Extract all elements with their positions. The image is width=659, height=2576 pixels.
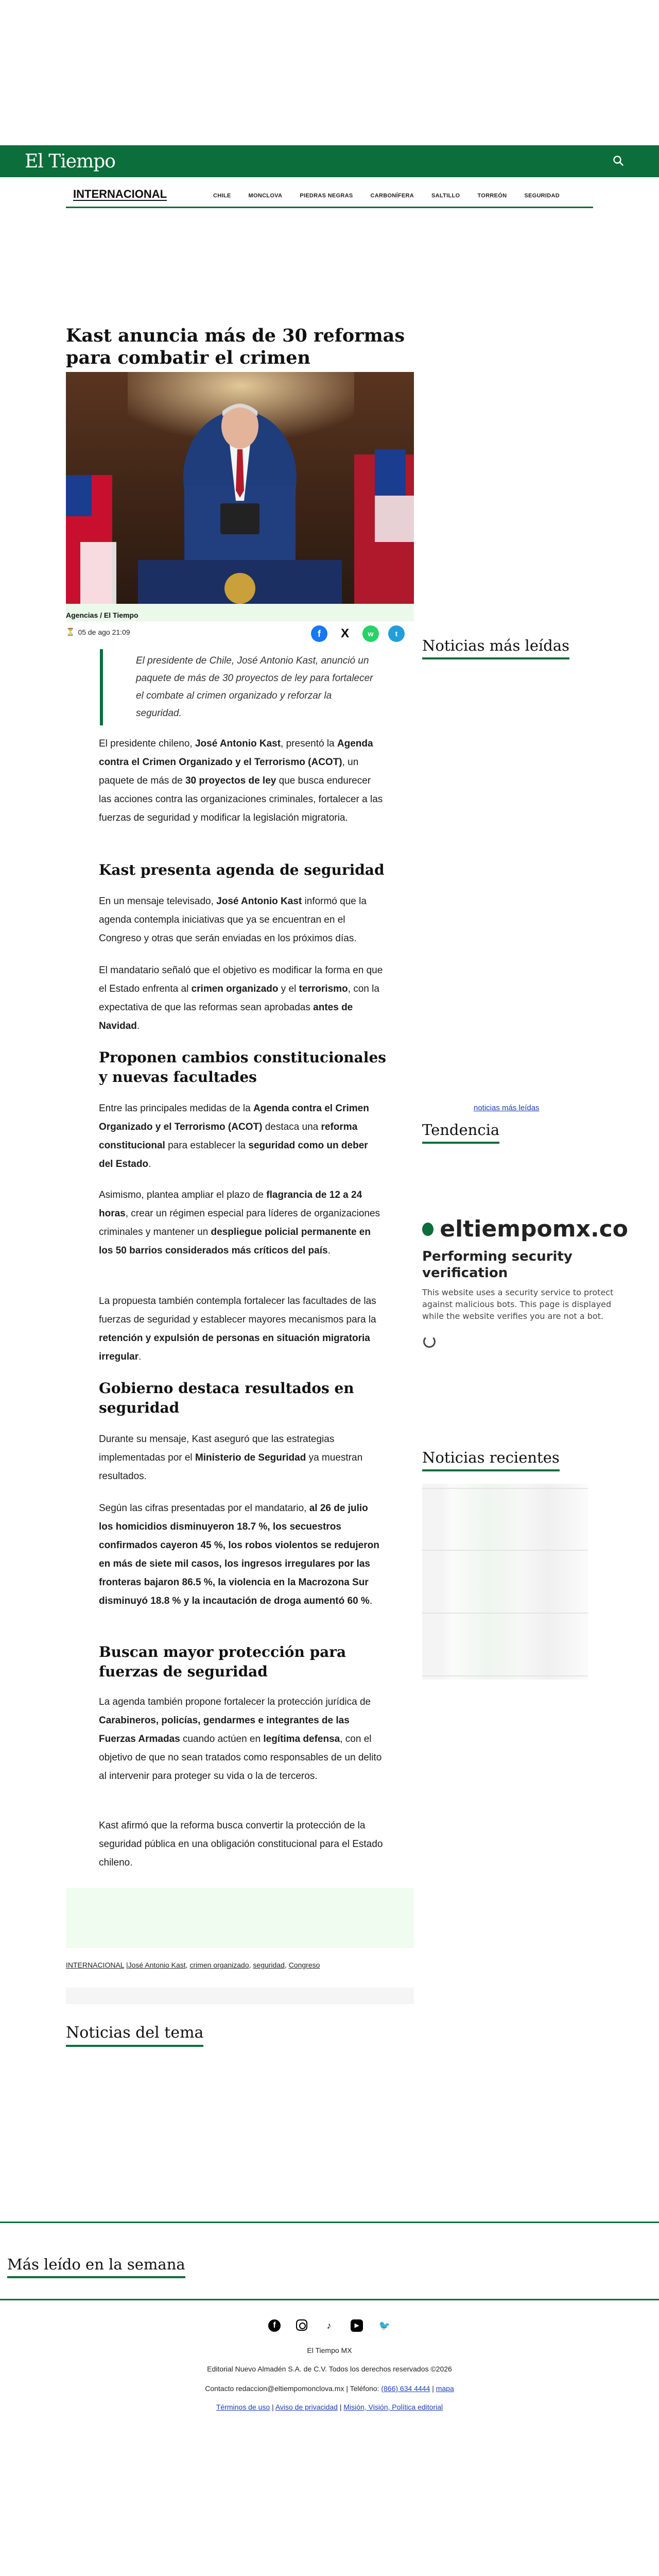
- bold-text: al 26 de julio los homicidios disminuyeron 18.7 %, los secuestros confirmados cayeron 45 %, los robos violentos se redujeron en más de siete mil casos, los ingresos irregulares por las fronteras bajaron 86.5 %, la violencia en la Macrozona Sur disminuyó 18.8 % y la incautación de droga aumentó 60 %: [99, 1503, 379, 1606]
- nav-link-monclova[interactable]: MONCLOVA: [248, 193, 283, 199]
- instagram-icon[interactable]: [296, 2319, 307, 2331]
- ad-strip: [66, 1988, 414, 2004]
- facebook-share-icon[interactable]: f: [311, 625, 327, 642]
- social-links: [0, 2319, 659, 2332]
- most-read-link[interactable]: noticias más leídas: [474, 1104, 540, 1112]
- text: En un mensaje televisado,: [99, 896, 217, 907]
- text: , con la expectativa de que las reformas sean aprobadas: [99, 984, 379, 1013]
- bold-text: Carabineros, policías, gendarmes e integrantes de las Fuerzas Armadas: [99, 1715, 350, 1744]
- text: , un paquete de más de: [99, 757, 359, 786]
- article-paragraph: [99, 1693, 383, 1786]
- ad-slot: [66, 1888, 414, 1948]
- text: cuando actúen en: [180, 1734, 264, 1744]
- twitter-icon[interactable]: 🐦: [378, 2320, 391, 2331]
- map-link[interactable]: mapa: [436, 2384, 454, 2393]
- text: El mandatario señaló que el objetivo es modificar la forma en que el Estado enfrenta al: [99, 965, 383, 994]
- top-header: [0, 145, 659, 177]
- text: La agenda también propone fortalecer la protección jurídica de: [99, 1697, 371, 1707]
- bold-text: Agenda contra el Crimen Organizado y el Terrorismo (ACOT): [99, 1103, 369, 1132]
- loading-spinner-icon: [423, 1335, 436, 1348]
- text: .: [369, 1596, 373, 1606]
- divider: [0, 2222, 659, 2223]
- article-paragraph: [99, 892, 383, 948]
- mission-link[interactable]: Misión, Visión, Política editorial: [343, 2403, 443, 2411]
- footer-contact: Contacto redaccion@eltiempomonclova.mx | Teléfono: (866) 634 4444 | mapa: [205, 2384, 454, 2393]
- bold-text: retención y expulsión de personas en situación migratoria irregular: [99, 1333, 370, 1362]
- placeholder-row: [422, 1488, 588, 1489]
- article-headline: Kast anuncia más de 30 reformas para combatir el crimen: [66, 325, 405, 368]
- article-paragraph: [99, 961, 383, 1036]
- site-dot-icon: [422, 1223, 433, 1236]
- bold-text: despliegue policial permanente en los 50 barrios considerados más críticos del país: [99, 1227, 371, 1256]
- most-read-title: Noticias más leídas: [422, 637, 569, 659]
- bold-text: Ministerio de Seguridad: [195, 1452, 306, 1463]
- phone-link[interactable]: (866) 634 4444: [381, 2384, 430, 2393]
- placeholder-row: [422, 1613, 588, 1614]
- bold-text: crimen organizado: [191, 984, 279, 994]
- weekly-most-read-title: Más leído en la semana: [7, 2256, 185, 2278]
- text: destaca una: [262, 1122, 321, 1132]
- verification-logo-text: eltiempomx.co: [440, 1216, 628, 1242]
- article-hero-image: [66, 372, 414, 604]
- article-paragraph: [99, 735, 383, 827]
- text: Asimismo, plantea ampliar el plazo de: [99, 1190, 267, 1200]
- publish-date: [66, 628, 130, 636]
- text: .: [148, 1159, 151, 1170]
- text: Según las cifras presentadas por el mandatario,: [99, 1503, 309, 1514]
- text: El presidente chileno,: [99, 738, 195, 749]
- related-news-title: Noticias del tema: [66, 2024, 203, 2047]
- tag-link[interactable]: José Antonio Kast: [128, 1961, 186, 1969]
- verification-logo: [422, 1216, 628, 1242]
- bold-text: Agenda contra el Crimen Organizado y el Terrorismo (ACOT): [99, 738, 373, 768]
- article-paragraph: [99, 1099, 383, 1174]
- placeholder-row: [422, 1550, 588, 1551]
- terms-link[interactable]: Términos de uso: [216, 2403, 270, 2411]
- divider: [0, 2299, 659, 2300]
- article-lead: El presidente de Chile, José Antonio Kast, anunció un paquete de más de 30 proyectos de ley para fortalecer el combate al crimen organizado y reforzar la seguridad.: [100, 649, 378, 725]
- date-text: 05 de ago 21:09: [78, 628, 130, 636]
- footer-copyright: Editorial Nuevo Almadén S.A. de C.V. Todos los derechos reservados ©2026: [207, 2365, 452, 2373]
- bold-text: seguridad como un deber del Estado: [99, 1140, 368, 1170]
- text: , con el objetivo de que no sean tratados como responsables de un delito al intervenir para proteger su vida o la de terceros.: [99, 1734, 382, 1782]
- bold-text: José Antonio Kast: [216, 896, 302, 907]
- image-credit: Agencias / El Tiempo: [66, 611, 138, 619]
- bold-text: flagrancia de 12 a 24 horas: [99, 1190, 362, 1219]
- text: , crear un régimen especial para líderes de organizaciones criminales y mantener un: [99, 1208, 380, 1238]
- trending-title: Tendencia: [422, 1121, 499, 1144]
- article-tags: INTERNACIONAL |José Antonio Kast, crimen organizado, seguridad, Congreso: [66, 1961, 320, 1969]
- search-icon[interactable]: [612, 155, 625, 168]
- share-buttons: [311, 625, 405, 642]
- text: ya muestran resultados.: [99, 1452, 363, 1482]
- section-heading: Proponen cambios constitucionales y nuevas facultades: [99, 1049, 387, 1086]
- text: .: [138, 1351, 142, 1362]
- article-paragraph: [99, 1817, 383, 1872]
- facebook-icon[interactable]: f: [268, 2319, 281, 2332]
- nav-link-carbonifera[interactable]: CARBONÍFERA: [370, 193, 414, 199]
- placeholder-row: [422, 1675, 588, 1676]
- text: Entre las principales medidas de la: [99, 1103, 253, 1114]
- nav-link-seguridad[interactable]: SEGURIDAD: [524, 193, 560, 199]
- tag-link[interactable]: Congreso: [288, 1961, 320, 1969]
- bold-text: José Antonio Kast: [195, 738, 281, 749]
- security-verification-widget: [422, 1216, 628, 1370]
- text: Durante su mensaje, Kast aseguró que las estrategias implementadas por el: [99, 1434, 335, 1463]
- verification-text: This website uses a security service to protect against malicious bots. This page is displayed while the website verifies you are not a bot.: [422, 1287, 614, 1321]
- contact-text: Contacto redaccion@eltiempomonclova.mx | Teléfono:: [205, 2384, 381, 2393]
- bold-text: reforma constitucional: [99, 1122, 358, 1151]
- nav-link-chile[interactable]: CHILE: [213, 193, 231, 199]
- section-heading: Gobierno destaca resultados en seguridad: [99, 1380, 354, 1416]
- tag-link[interactable]: crimen organizado: [189, 1961, 249, 1969]
- nav-link-piedras-negras[interactable]: PIEDRAS NEGRAS: [300, 193, 353, 199]
- article-paragraph: [99, 1292, 383, 1366]
- bold-text: legítima defensa: [263, 1734, 340, 1744]
- nav-link-torreon[interactable]: TORREÓN: [477, 193, 507, 199]
- tag-section-link[interactable]: INTERNACIONAL: [66, 1961, 125, 1969]
- privacy-link[interactable]: Aviso de privacidad: [275, 2403, 338, 2411]
- section-heading: Buscan mayor protección para fuerzas de seguridad: [99, 1643, 346, 1680]
- section-links: [213, 193, 577, 199]
- footer-site-name: El Tiempo MX: [307, 2346, 352, 2354]
- text: .: [327, 1245, 331, 1256]
- youtube-icon[interactable]: ▶: [351, 2319, 363, 2332]
- bold-text: terrorismo: [299, 984, 348, 994]
- tag-link[interactable]: seguridad: [253, 1961, 285, 1969]
- text: Kast afirmó que la reforma busca convertir la protección de la seguridad pública en una obligación constitucional para el Estado chileno.: [99, 1820, 383, 1868]
- footer-legal-links: Términos de uso | Aviso de privacidad | Misión, Visión, Política editorial: [216, 2403, 443, 2411]
- section-nav: [66, 184, 593, 208]
- bold-text: 30 proyectos de ley: [185, 775, 276, 786]
- whatsapp-share-icon[interactable]: w: [362, 625, 379, 642]
- x-share-icon[interactable]: X: [337, 625, 353, 642]
- verification-title: Performing security verification: [422, 1249, 573, 1281]
- article-paragraph: [99, 1499, 383, 1611]
- text: informó que la agenda contempla iniciativas que ya se encuentran en el Congreso y otras que serán enviadas en los próximos días.: [99, 896, 367, 944]
- section-heading: Kast presenta agenda de seguridad: [99, 861, 385, 878]
- recent-news-placeholder: [422, 1484, 588, 1680]
- section-title[interactable]: INTERNACIONAL: [73, 188, 167, 200]
- telegram-share-icon[interactable]: t: [388, 625, 405, 642]
- article-paragraph: [99, 1186, 383, 1260]
- article-paragraph: [99, 1430, 383, 1486]
- text: .: [136, 1021, 140, 1031]
- tiktok-icon[interactable]: ♪: [326, 2320, 332, 2331]
- text: y el: [278, 984, 299, 994]
- text: La propuesta también contempla fortalecer las facultades de las fuerzas de seguridad y establecer mayores mecanismos para la: [99, 1296, 376, 1325]
- recent-news-title: Noticias recientes: [422, 1449, 560, 1471]
- text: que busca endurecer las acciones contra las organizaciones criminales, fortalecer a las fuerzas de seguridad y modificar la legislación migratoria.: [99, 775, 383, 823]
- site-logo[interactable]: El Tiempo: [25, 151, 115, 172]
- text: , presentó la: [281, 738, 337, 749]
- nav-link-saltillo[interactable]: SALTILLO: [431, 193, 460, 199]
- text: para establecer la: [165, 1140, 249, 1151]
- hourglass-icon: ⏳: [66, 628, 75, 636]
- bold-text: antes de Navidad: [99, 1002, 353, 1031]
